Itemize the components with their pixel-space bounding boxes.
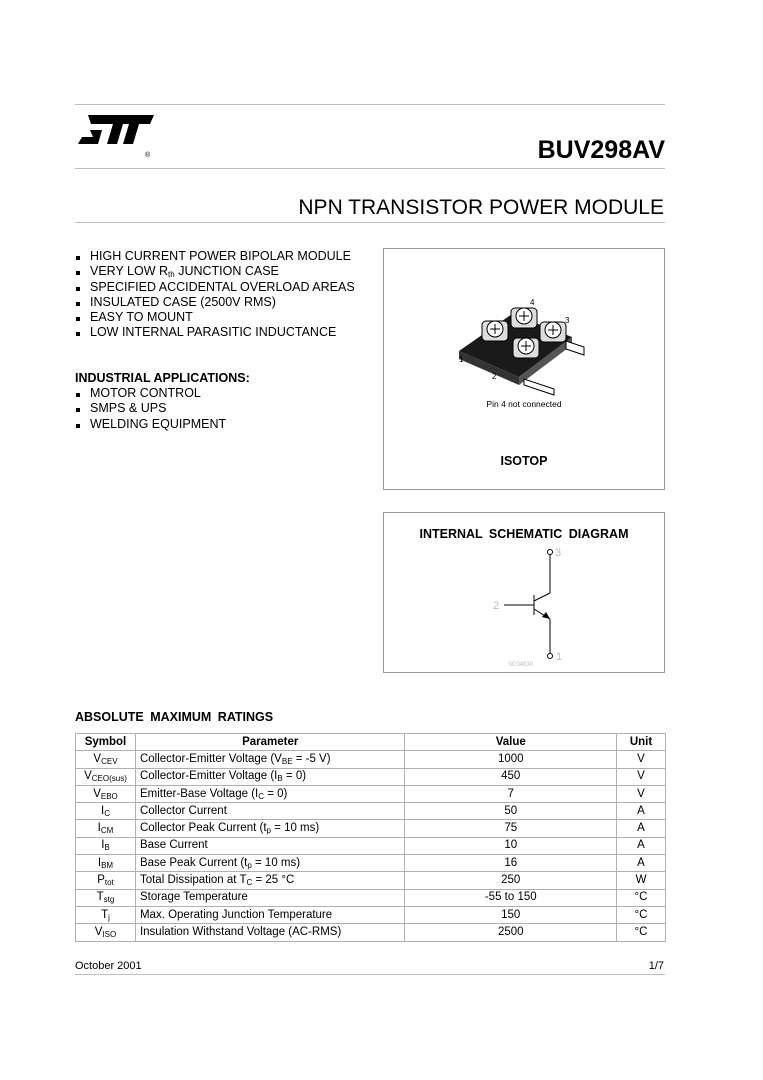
table-row [76,785,666,802]
symbol-cell: $I_C$ [76,803,136,820]
top-rule [75,104,665,105]
unit-cell: V [617,768,666,785]
unit-cell: °C [617,906,666,923]
value-cell: 7 [405,785,617,802]
part-number: BUV298AV [537,136,665,164]
schematic-pin-1: 1 [556,651,563,663]
pin-label-4: 4 [530,298,535,307]
parameter-cell: Collector-Emitter Voltage ($V_{BE} = -5$ V) [135,751,405,768]
parameter-cell: Emitter-Base Voltage $(I_C = 0)$ [135,785,405,802]
table-row [76,906,666,923]
schematic-pin-2: 2 [493,600,500,612]
value-cell: 1000 [405,751,617,768]
unit-cell: A [617,855,666,872]
symbol-cell: $V_{ISO}$ [76,924,136,941]
header-symbol: Symbol [76,734,136,751]
table-header-row [76,734,666,751]
industrial-applications-title: INDUSTRIAL APPLICATIONS: [75,371,250,385]
value-cell: 16 [405,855,617,872]
footer-page: 1/7 [648,960,664,972]
table-row [76,889,666,906]
value-cell: 150 [405,906,617,923]
value-cell: 2500 [405,924,617,941]
application-item: WELDING EQUIPMENT [75,417,375,432]
table-row [76,820,666,837]
header-unit: Unit [617,734,666,751]
unit-cell: A [617,837,666,854]
parameter-cell: Total Dissipation at $T_C = 25$ °C [135,872,405,889]
unit-cell: V [617,751,666,768]
unit-cell: A [617,820,666,837]
unit-cell: °C [617,889,666,906]
symbol-cell: $I_{BM}$ [76,855,136,872]
isotop-package-illustration [454,289,604,399]
feature-item: EASY TO MOUNT [75,310,375,325]
parameter-cell: Collector-Emitter Voltage $(I_B = 0)$ [135,768,405,785]
transistor-schematic [474,545,584,670]
schematic-pin-3: 3 [555,547,562,559]
value-cell: -55 to 150 [405,889,617,906]
ratings-title: ABSOLUTE MAXIMUM RATINGS [75,710,274,724]
table-row [76,751,666,768]
parameter-cell: Storage Temperature [135,889,405,906]
symbol-cell: $T_j$ [76,906,136,923]
table-row [76,837,666,854]
ratings-table [75,733,666,942]
parameter-cell: Insulation Withstand Voltage (AC-RMS) [135,924,405,941]
feature-item: LOW INTERNAL PARASITIC INDUCTANCE [75,325,375,340]
footer-date: October 2001 [75,960,142,972]
st-logo-mark [76,113,156,161]
table-row [76,872,666,889]
unit-cell: °C [617,924,666,941]
pin-note: Pin 4 not connected [486,399,562,409]
table-row [76,855,666,872]
pin-label-3: 3 [565,316,570,325]
header-parameter: Parameter [135,734,405,751]
parameter-cell: Base Peak Current ($t_p = 10$ ms) [135,855,405,872]
feature-item: INSULATED CASE (2500V RMS) [75,295,375,310]
schematic-title: INTERNAL SCHEMATIC DIAGRAM [419,527,629,541]
unit-cell: V [617,785,666,802]
value-cell: 75 [405,820,617,837]
symbol-cell: $V_{EBO}$ [76,785,136,802]
footer-rule [75,974,665,975]
value-cell: 10 [405,837,617,854]
feature-item: HIGH CURRENT POWER BIPOLAR MODULE [75,249,375,264]
symbol-cell: $V_{CEV}$ [76,751,136,768]
schematic-code: SC04830 [508,662,534,668]
unit-cell: A [617,803,666,820]
application-item: SMPS & UPS [75,401,375,416]
applications-list [75,386,375,432]
subtitle-rule [75,222,665,223]
svg-text:®: ® [145,152,151,159]
parameter-cell: Max. Operating Junction Temperature [135,906,405,923]
symbol-cell: $T_{stg}$ [76,889,136,906]
st-logo [76,113,156,161]
pin-label-1: 1 [459,355,464,364]
value-cell: 50 [405,803,617,820]
unit-cell: W [617,872,666,889]
pin-label-2: 2 [492,372,497,381]
symbol-cell: $I_{CM}$ [76,820,136,837]
schematic-box [383,512,665,673]
application-item: MOTOR CONTROL [75,386,375,401]
value-cell: 250 [405,872,617,889]
symbol-cell: $I_B$ [76,837,136,854]
package-box [383,248,665,490]
value-cell: 450 [405,768,617,785]
parameter-cell: Collector Peak Current ($t_p = 10$ ms) [135,820,405,837]
symbol-cell: $P_{tot}$ [76,872,136,889]
symbol-cell: $V_{CEO(sus)}$ [76,768,136,785]
feature-item: VERY LOW $R_{th}$ JUNCTION CASE [75,264,375,279]
package-name: ISOTOP [500,454,548,468]
table-row [76,803,666,820]
parameter-cell: Collector Current [135,803,405,820]
header-rule [75,168,665,169]
feature-item: SPECIFIED ACCIDENTAL OVERLOAD AREAS [75,280,375,295]
parameter-cell: Base Current [135,837,405,854]
feature-list [75,249,375,341]
product-subtitle: NPN TRANSISTOR POWER MODULE [298,196,664,219]
table-row [76,768,666,785]
table-row [76,924,666,941]
header-value: Value [405,734,617,751]
